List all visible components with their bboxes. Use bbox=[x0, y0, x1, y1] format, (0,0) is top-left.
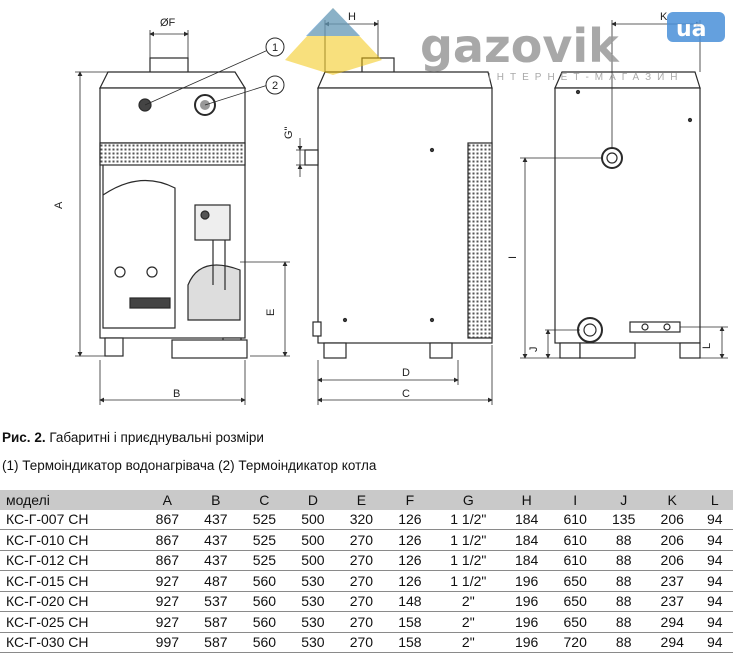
table-cell: 88 bbox=[615, 572, 632, 589]
table-cell: 88 bbox=[615, 613, 632, 630]
figure-legend: (1) Термоіндикатор водонагрівача (2) Термоіндикатор котла bbox=[2, 458, 377, 473]
table-cell: 927 bbox=[155, 593, 180, 610]
dim-label-I: I bbox=[507, 255, 519, 259]
model-cell: КС-Г-007 СН bbox=[6, 511, 89, 528]
table-cell: 126 bbox=[398, 572, 422, 589]
table-cell: 94 bbox=[706, 572, 723, 589]
table-cell: 206 bbox=[660, 552, 684, 569]
model-cell: КС-Г-025 СН bbox=[6, 613, 89, 630]
table-row bbox=[0, 632, 733, 653]
model-cell: КС-Г-012 СН bbox=[6, 552, 89, 569]
table-cell: 927 bbox=[155, 613, 180, 630]
table-cell: 88 bbox=[615, 634, 632, 651]
column-header-model: моделі bbox=[6, 491, 50, 508]
dim-label-G: G" bbox=[283, 126, 295, 139]
table-cell: 997 bbox=[155, 634, 180, 651]
table-cell: 867 bbox=[155, 531, 180, 548]
dim-label-A: A bbox=[53, 201, 65, 209]
table-cell: 184 bbox=[514, 511, 539, 528]
table-cell: 135 bbox=[612, 511, 636, 528]
table-cell: 88 bbox=[615, 552, 632, 569]
table-cell: 525 bbox=[252, 531, 277, 548]
table-cell: 560 bbox=[252, 593, 277, 610]
dim-label-J: J bbox=[528, 346, 540, 352]
rear-view bbox=[555, 72, 700, 358]
table-cell: 610 bbox=[563, 531, 587, 548]
table-cell: 94 bbox=[706, 531, 723, 548]
table-row bbox=[0, 571, 733, 592]
table-cell: 206 bbox=[660, 531, 684, 548]
dim-label-C: C bbox=[402, 388, 410, 400]
table-row bbox=[0, 591, 733, 612]
table-cell: 610 bbox=[563, 552, 587, 569]
table-cell: 530 bbox=[301, 593, 325, 610]
callout-1-text: 1 bbox=[272, 42, 279, 54]
model-cell: КС-Г-015 СН bbox=[6, 572, 89, 589]
logo-brand: gazovik bbox=[420, 19, 619, 73]
table-row bbox=[0, 510, 733, 530]
table-cell: 196 bbox=[514, 572, 539, 589]
table-cell: 237 bbox=[660, 593, 684, 610]
column-header-k: K bbox=[667, 491, 677, 508]
table-cell: 500 bbox=[301, 511, 325, 528]
table-cell: 530 bbox=[301, 613, 325, 630]
table-cell: 148 bbox=[398, 593, 422, 610]
table-cell: 1 1/2" bbox=[450, 511, 487, 528]
table-cell: 237 bbox=[660, 572, 684, 589]
table-cell: 126 bbox=[398, 511, 422, 528]
model-cell: КС-Г-010 СН bbox=[6, 531, 89, 548]
table-cell: 94 bbox=[706, 511, 723, 528]
table-cell: 126 bbox=[398, 531, 422, 548]
table-cell: 500 bbox=[301, 531, 325, 548]
side-view bbox=[305, 58, 492, 358]
dim-label-D: D bbox=[402, 367, 410, 379]
table-cell: 88 bbox=[615, 593, 632, 610]
table-cell: 437 bbox=[204, 552, 228, 569]
dim-label-L: L bbox=[701, 342, 713, 349]
column-header-l: L bbox=[710, 491, 719, 508]
table-cell: 587 bbox=[204, 634, 228, 651]
column-header-i: I bbox=[573, 491, 578, 508]
dimensions-table bbox=[0, 490, 733, 653]
table-cell: 530 bbox=[301, 572, 325, 589]
table-cell: 294 bbox=[660, 613, 684, 630]
table-cell: 867 bbox=[155, 511, 180, 528]
dim-label-K: K bbox=[660, 11, 668, 23]
table-cell: 270 bbox=[349, 552, 374, 569]
figure-label: Рис. 2. bbox=[2, 430, 46, 445]
table-cell: 1 1/2" bbox=[450, 552, 487, 569]
table-cell: 158 bbox=[398, 634, 422, 651]
column-header-j: J bbox=[620, 491, 628, 508]
dim-label-phiF: ØF bbox=[160, 17, 176, 29]
figure-caption bbox=[2, 430, 264, 445]
table-cell: 437 bbox=[204, 531, 228, 548]
table-cell: 206 bbox=[660, 511, 684, 528]
table-cell: 196 bbox=[514, 613, 539, 630]
table-cell: 927 bbox=[155, 572, 180, 589]
column-header-f: F bbox=[405, 491, 415, 508]
table-cell: 587 bbox=[204, 613, 228, 630]
figure-title: Габаритні і приєднувальні розміри bbox=[49, 430, 264, 445]
table-cell: 94 bbox=[706, 613, 723, 630]
column-header-c: C bbox=[259, 491, 270, 508]
model-cell: КС-Г-020 СН bbox=[6, 593, 89, 610]
table-row bbox=[0, 530, 733, 551]
table-cell: 294 bbox=[660, 634, 684, 651]
dim-label-H: H bbox=[348, 11, 356, 23]
table-cell: 94 bbox=[706, 593, 723, 610]
table-cell: 184 bbox=[514, 531, 539, 548]
table-cell: 560 bbox=[252, 634, 277, 651]
logo-tagline: ІНТЕРНЕТ-МАГАЗИН bbox=[488, 72, 684, 83]
table-cell: 610 bbox=[563, 511, 587, 528]
table-cell: 650 bbox=[563, 593, 587, 610]
table-cell: 867 bbox=[155, 552, 180, 569]
table-cell: 126 bbox=[398, 552, 422, 569]
table-cell: 537 bbox=[204, 593, 228, 610]
table-cell: 720 bbox=[563, 634, 587, 651]
table-cell: 560 bbox=[252, 613, 277, 630]
table-cell: 650 bbox=[563, 613, 587, 630]
table-cell: 1 1/2" bbox=[450, 531, 487, 548]
table-cell: 94 bbox=[706, 552, 723, 569]
table-cell: 184 bbox=[514, 552, 539, 569]
column-header-b: B bbox=[211, 491, 221, 508]
table-cell: 487 bbox=[204, 572, 228, 589]
table-header-row bbox=[0, 490, 733, 510]
callout-2-text: 2 bbox=[272, 80, 279, 92]
table-cell: 270 bbox=[349, 572, 374, 589]
table-cell: 525 bbox=[252, 511, 277, 528]
table-cell: 650 bbox=[563, 572, 587, 589]
table-cell: 2" bbox=[461, 634, 475, 651]
table-cell: 500 bbox=[301, 552, 325, 569]
column-header-h: H bbox=[521, 491, 532, 508]
column-header-g: G bbox=[462, 491, 474, 508]
table-cell: 158 bbox=[398, 613, 422, 630]
column-header-e: E bbox=[356, 491, 367, 508]
table-cell: 270 bbox=[349, 531, 374, 548]
dim-label-B: B bbox=[173, 388, 181, 400]
table-cell: 94 bbox=[706, 634, 723, 651]
table-cell: 1 1/2" bbox=[450, 572, 487, 589]
table-cell: 560 bbox=[252, 572, 277, 589]
table-cell: 2" bbox=[461, 593, 475, 610]
table-cell: 437 bbox=[204, 511, 228, 528]
table-cell: 270 bbox=[349, 593, 374, 610]
table-cell: 196 bbox=[514, 593, 539, 610]
table-cell: 2" bbox=[461, 613, 475, 630]
column-header-a: A bbox=[162, 491, 172, 508]
table-cell: 88 bbox=[615, 531, 632, 548]
logo-domain: ua bbox=[676, 17, 707, 42]
table-cell: 320 bbox=[349, 511, 374, 528]
table-cell: 270 bbox=[349, 634, 374, 651]
table-cell: 196 bbox=[514, 634, 539, 651]
table-row bbox=[0, 612, 733, 633]
table-row bbox=[0, 550, 733, 571]
front-view bbox=[100, 58, 247, 358]
table-cell: 270 bbox=[349, 613, 374, 630]
table-cell: 525 bbox=[252, 552, 277, 569]
table-cell: 530 bbox=[301, 634, 325, 651]
column-header-d: D bbox=[307, 491, 318, 508]
model-cell: КС-Г-030 СН bbox=[6, 634, 89, 651]
dim-label-E: E bbox=[265, 308, 277, 316]
